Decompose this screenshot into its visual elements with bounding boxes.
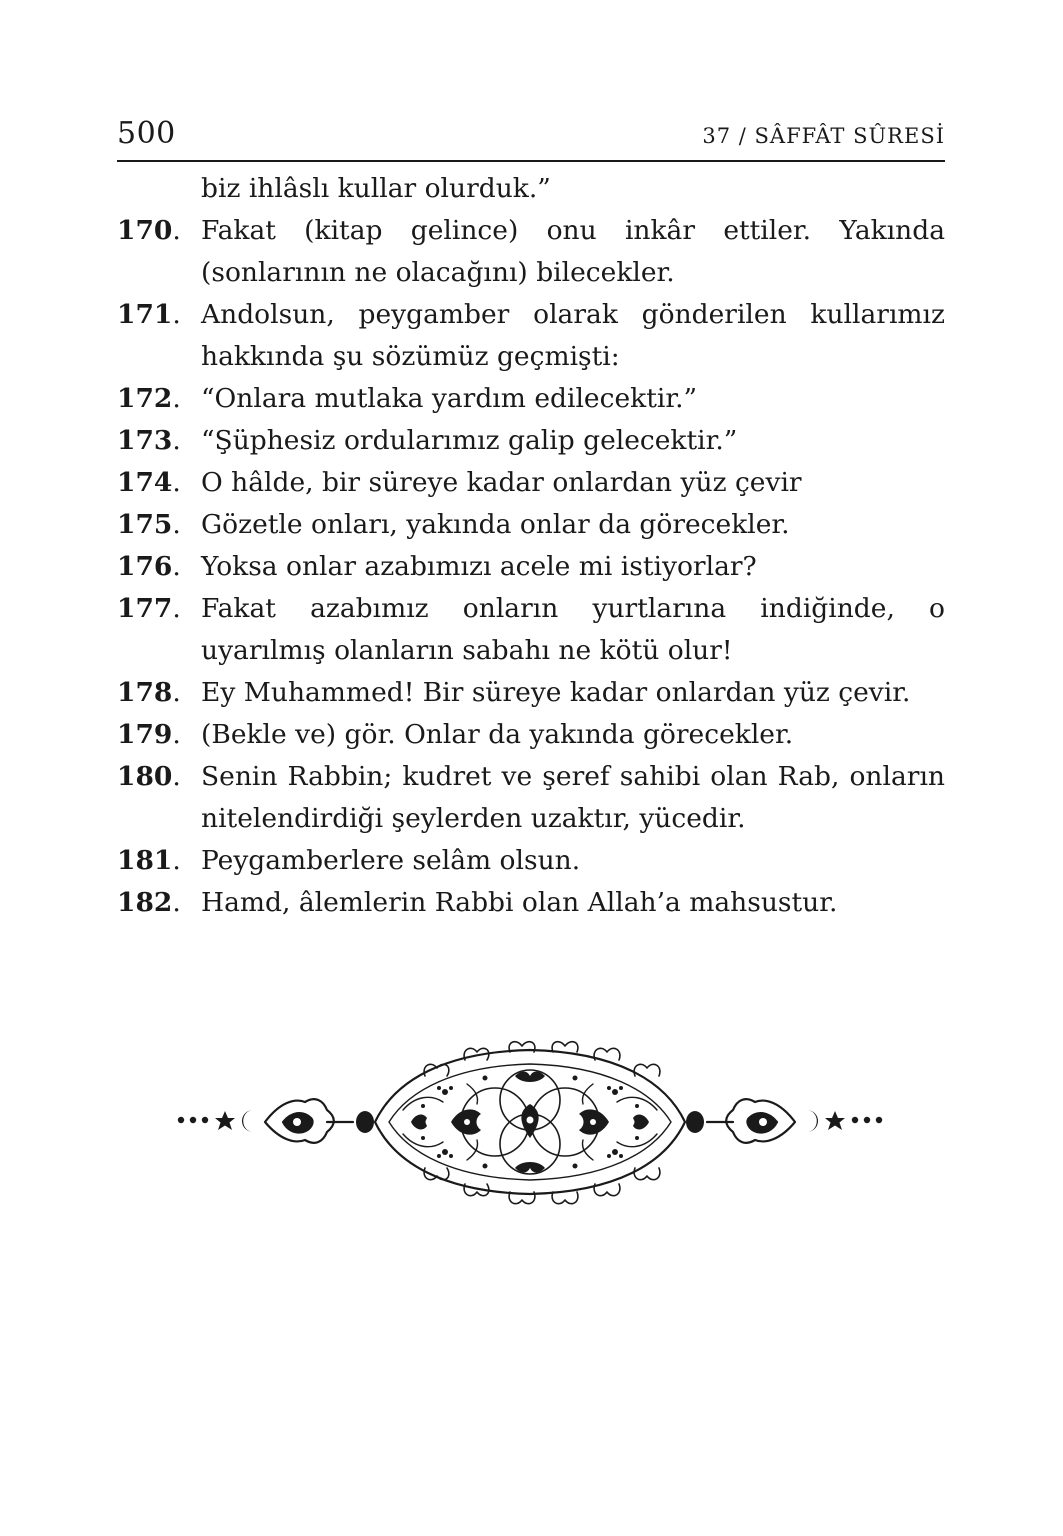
verse-text: “Şüphesiz ordularımız galip gelecektir.” [201, 425, 738, 456]
page-number: 500 [117, 116, 176, 151]
verse-number: 170. [117, 215, 181, 246]
verse-number: 182. [117, 887, 181, 918]
left-lozenge [265, 1099, 353, 1143]
floral-medallion-ornament-icon [175, 1040, 885, 1230]
right-dots [852, 1117, 882, 1123]
verse-175 [117, 504, 945, 546]
right-bud [686, 1111, 704, 1133]
left-star-icon [215, 1111, 235, 1130]
verse-number: 176. [117, 551, 181, 582]
verse-172 [117, 378, 945, 420]
right-lozenge [707, 1099, 795, 1143]
left-crescent-icon [242, 1110, 253, 1132]
verse-text: Fakat azabımız onların yurtlarına indiğinde, o uyarılmış olanların sabahı ne kötü olur! [201, 593, 945, 666]
verse-text: (Bekle ve) gör. Onlar da yakında görecekler. [201, 719, 794, 750]
verse-text: Hamd, âlemlerin Rabbi olan Allah’a mahsustur. [201, 887, 838, 918]
verse-text: Yoksa onlar azabımızı acele mi istiyorlar? [201, 551, 757, 582]
left-dots [178, 1117, 208, 1123]
running-title: 37 / SÂFFÂT SÛRESİ [702, 124, 945, 148]
verse-179 [117, 714, 945, 756]
verse-number: 181. [117, 845, 181, 876]
verse-continuation [117, 168, 945, 210]
verse-text: biz ihlâslı kullar olurduk.” [201, 173, 551, 204]
verse-number: 171. [117, 299, 181, 330]
verse-174 [117, 462, 945, 504]
verse-171 [117, 294, 945, 378]
verse-number: 178. [117, 677, 181, 708]
verse-text: Peygamberlere selâm olsun. [201, 845, 581, 876]
verse-text: Andolsun, peygamber olarak gönderilen kullarımız hakkında şu sözümüz geçmişti: [201, 299, 945, 372]
right-crescent-icon [807, 1110, 818, 1132]
verse-178 [117, 672, 945, 714]
left-bud [356, 1111, 374, 1133]
verse-number: 174. [117, 467, 181, 498]
verse-177 [117, 588, 945, 672]
verse-number: 179. [117, 719, 181, 750]
verse-text: Fakat (kitap gelince) onu inkâr ettiler. Yakında (sonlarının ne olacağını) bilecekler. [201, 215, 945, 288]
verse-number: 177. [117, 593, 181, 624]
running-header [117, 112, 945, 162]
verse-number: 173. [117, 425, 181, 456]
right-star-icon [825, 1111, 845, 1130]
verse-list [117, 168, 945, 924]
verse-text: Ey Muhammed! Bir süreye kadar onlardan yüz çevir. [201, 677, 911, 708]
verse-text: Gözetle onları, yakında onlar da görecekler. [201, 509, 790, 540]
verse-text: Senin Rabbin; kudret ve şeref sahibi olan Rab, onların nitelendirdiği şeylerden uzaktır, yücedir. [201, 761, 945, 834]
verse-180 [117, 756, 945, 840]
central-medallion [375, 1042, 685, 1204]
verse-text: O hâlde, bir süreye kadar onlardan yüz çevir [201, 467, 802, 498]
verse-number: 175. [117, 509, 181, 540]
verse-182 [117, 882, 945, 924]
verse-text: “Onlara mutlaka yardım edilecektir.” [201, 383, 698, 414]
verse-181 [117, 840, 945, 882]
verse-173 [117, 420, 945, 462]
verse-number: 180. [117, 761, 181, 792]
verse-number: 172. [117, 383, 181, 414]
verse-176 [117, 546, 945, 588]
verse-170 [117, 210, 945, 294]
